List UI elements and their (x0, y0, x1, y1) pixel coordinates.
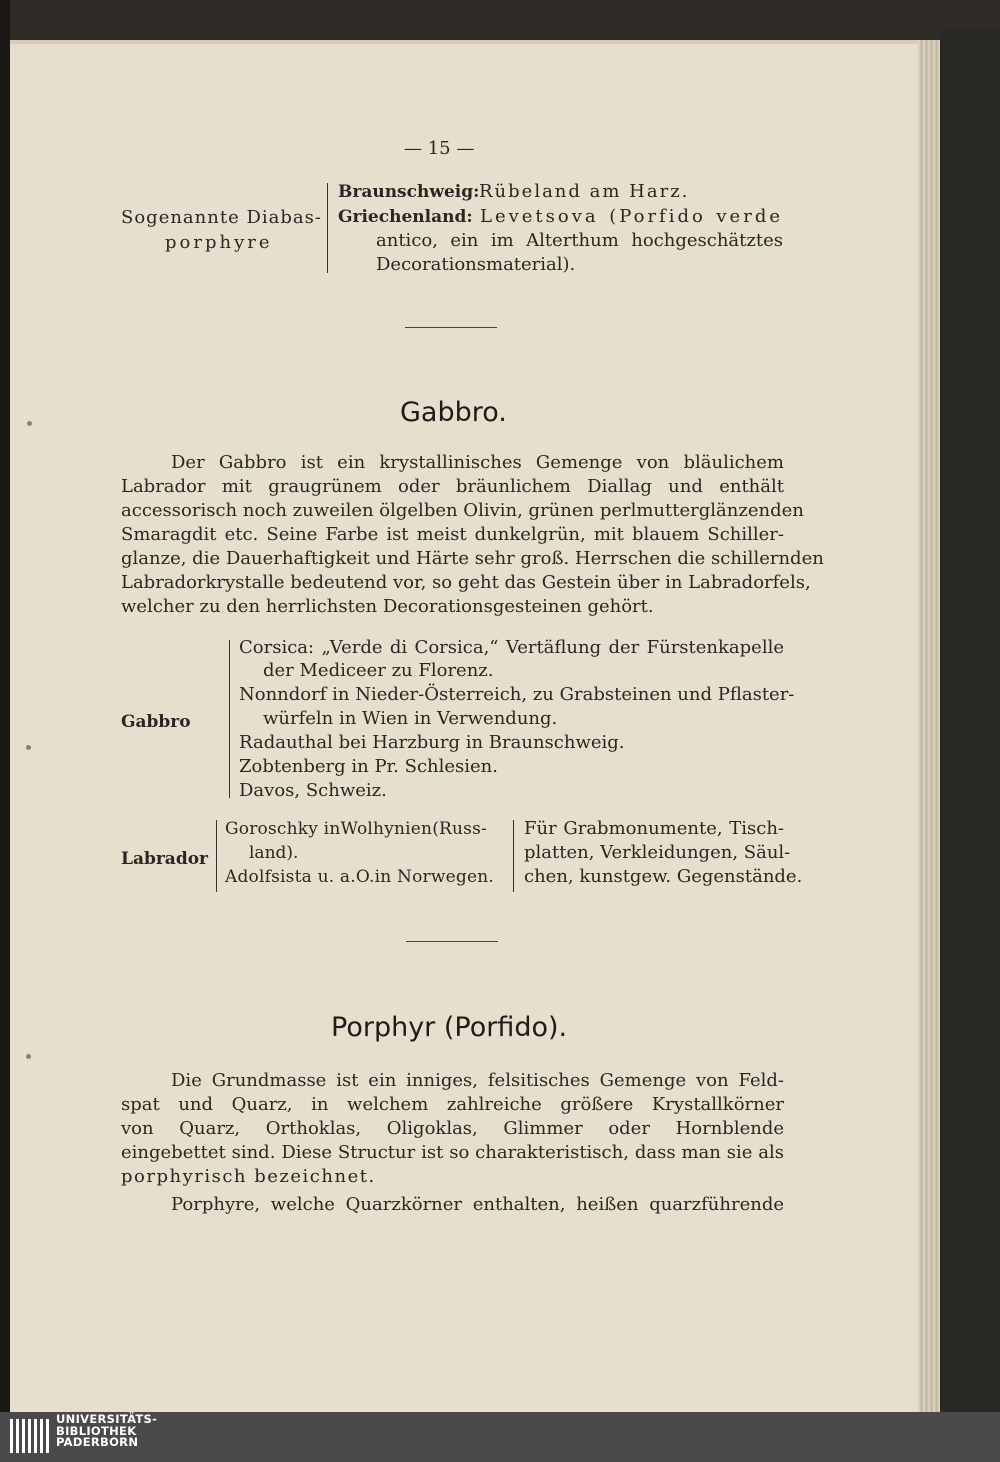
porphyr-para-line-4: eingebettet sind. Diese Structur ist so charakteristisch, dass man sie als (121, 1142, 784, 1163)
labrador-right-line-2: platten, Verkleidungen, Säul- (524, 842, 791, 863)
diabas-brace (327, 183, 328, 273)
margin-mark (26, 745, 31, 750)
gabbro-list-label: Gabbro (121, 712, 191, 732)
diabas-location-2-text: Levetsova (Porfido verde (480, 206, 783, 227)
labrador-left-line-1: Goroschky inWolhynien(Russ- (225, 819, 487, 839)
gabbro-para-line-6: Labradorkrystalle bedeutend vor, so geht das Gestein über in Labradorfels, (121, 572, 811, 593)
gabbro-list-item-2-cont: würfeln in Wien in Verwendung. (263, 708, 558, 729)
page-stack-edge (918, 40, 940, 1412)
gabbro-para-line-5: glanze, die Dauerhaftigkeit und Härte sehr groß. Herrschen die schillernden (121, 548, 824, 569)
gabbro-para-line-3: accessorisch noch zuweilen ölgelben Olivin, grünen perlmutterglänzenden (121, 500, 804, 521)
gabbro-list-item-1-cont: der Mediceer zu Florenz. (263, 660, 494, 681)
gabbro-list-item-4: Zobtenberg in Pr. Schlesien. (239, 756, 498, 777)
library-logo-icon (10, 1419, 50, 1453)
diabas-label-line2: porphyre (165, 232, 273, 253)
labrador-right-line-1: Für Grabmonumente, Tisch- (524, 818, 784, 839)
gabbro-list-item-1: Corsica: „Verde di Corsica,“ Vertäflung der Fürstenkapelle (239, 637, 784, 658)
labrador-right-line-3: chen, kunstgew. Gegenstände. (524, 866, 803, 887)
labrador-right-brace (513, 820, 514, 892)
library-name-line-2: BIBLIOTHEK (56, 1423, 137, 1438)
porphyr-para-line-5: porphyrisch bezeichnet. (121, 1166, 376, 1187)
margin-mark (26, 1054, 31, 1059)
diabas-location-1-name: Braunschweig: (338, 182, 480, 202)
book-cover (940, 30, 1000, 1412)
gabbro-para-line-4: Smaragdit etc. Seine Farbe ist meist dunkelgrün, mit blauem Schiller- (121, 524, 784, 545)
diabas-location-1-text: Rübeland am Harz. (479, 181, 690, 202)
gabbro-para-line-2: Labrador mit graugrünem oder bräunlichem Diallag und enthält (121, 476, 784, 497)
labrador-left-brace (216, 820, 217, 892)
labrador-left-line-3: Adolfsista u. a.O.in Norwegen. (225, 867, 494, 887)
margin-mark (27, 421, 32, 426)
porphyr-para-line-2: spat und Quarz, in welchem zahlreiche größere Krystallkörner (121, 1094, 784, 1115)
gabbro-list-item-5: Davos, Schweiz. (239, 780, 387, 801)
previous-page-edge (0, 0, 10, 1412)
diabas-label-line1: Sogenannte Diabas- (121, 207, 322, 228)
porphyr-para-line-3: von Quarz, Orthoklas, Oligoklas, Glimmer oder Hornblende (121, 1118, 784, 1139)
library-name-line-1: UNIVERSITÄTS- (56, 1412, 158, 1426)
gabbro-list-brace (229, 640, 230, 798)
section-divider (405, 327, 497, 328)
page-number: — 15 — (404, 138, 475, 159)
porphyr-heading: Porphyr (Porfido). (331, 1012, 568, 1043)
library-logo-text (56, 1414, 157, 1449)
gabbro-heading: Gabbro. (400, 397, 507, 428)
gabbro-list-item-3: Radauthal bei Harzburg in Braunschweig. (239, 732, 625, 753)
labrador-left-line-2: land). (249, 843, 299, 863)
diabas-location-2-cont2: Decorationsmaterial). (376, 254, 576, 275)
page-top-edge (10, 40, 918, 44)
gabbro-list-item-2: Nonndorf in Nieder-Österreich, zu Grabsteinen und Pflaster- (239, 684, 795, 705)
section-divider (406, 941, 498, 942)
diabas-location-2-name: Griechenland: (338, 207, 473, 227)
gabbro-para-line-1: Der Gabbro ist ein krystallinisches Gemenge von bläulichem (171, 452, 784, 473)
porphyr-para-line-6: Porphyre, welche Quarzkörner enthalten, heißen quarzführende (171, 1194, 784, 1215)
diabas-location-2-cont1: antico, ein im Alterthum hochgeschätztes (376, 230, 783, 251)
library-name-line-3: PADERBORN (56, 1435, 139, 1449)
porphyr-para-line-1: Die Grundmasse ist ein inniges, felsitisches Gemenge von Feld- (171, 1070, 784, 1091)
gabbro-para-line-7: welcher zu den herrlichsten Decorationsgesteinen gehört. (121, 596, 654, 617)
labrador-label: Labrador (121, 849, 209, 869)
